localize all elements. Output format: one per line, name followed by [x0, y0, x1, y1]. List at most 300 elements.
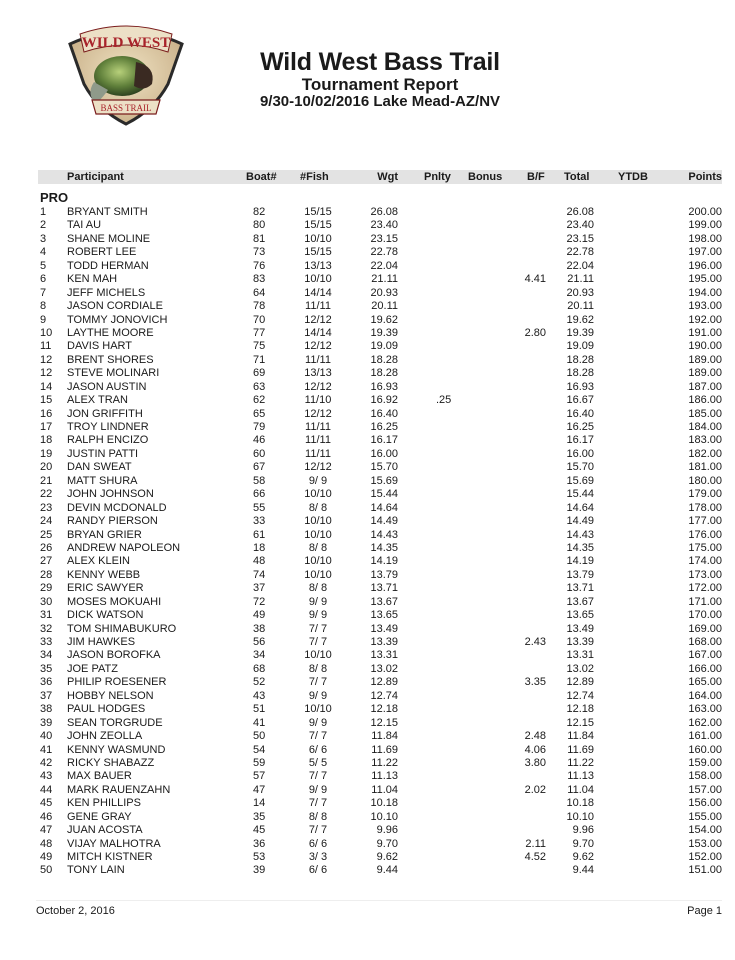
cell-participant-name: DAN SWEAT — [67, 461, 132, 474]
table-row — [38, 421, 722, 434]
cell-big-fish: 4.52 — [524, 851, 546, 863]
footer-date: October 2, 2016 — [36, 905, 115, 917]
table-row — [38, 273, 722, 286]
cell-total-weight: 15.69 — [566, 474, 594, 487]
cell-total-weight: 9.70 — [572, 837, 594, 850]
cell-participant-name: PHILIP ROESENER — [67, 676, 167, 689]
cell-boat-number: 45 — [253, 824, 266, 837]
cell-participant-name: KEN PHILLIPS — [67, 797, 141, 810]
cell-participant-name: ANDREW NAPOLEON — [67, 541, 181, 554]
table-row — [38, 408, 722, 421]
cell-weight: 13.49 — [370, 622, 398, 635]
cell-points: 198.00 — [688, 232, 722, 245]
cell-participant-name: ERIC SAWYER — [67, 582, 144, 595]
cell-total-weight: 12.18 — [566, 703, 594, 716]
cell-boat-number: 79 — [253, 421, 266, 433]
cell-points: 153.00 — [688, 837, 722, 850]
cell-boat-number: 63 — [253, 380, 266, 393]
cell-fish-count: 11/11 — [305, 434, 331, 447]
cell-boat-number: 35 — [253, 810, 266, 823]
cell-rank: 15 — [40, 394, 53, 407]
section-label: PRO — [40, 190, 69, 205]
cell-participant-name: ALEX TRAN — [67, 394, 128, 407]
cell-rank: 4 — [40, 246, 47, 259]
cell-rank: 23 — [40, 501, 53, 514]
cell-fish-count: 10/10 — [304, 273, 332, 286]
cell-boat-number: 50 — [253, 730, 266, 743]
cell-rank: 2 — [40, 219, 47, 232]
cell-fish-count: 12/12 — [304, 340, 332, 353]
cell-weight: 19.62 — [370, 313, 398, 326]
cell-fish-count: 11/11 — [305, 300, 331, 313]
cell-total-weight: 12.15 — [566, 716, 594, 729]
cell-fish-count: 7/ 7 — [308, 797, 328, 810]
cell-boat-number: 74 — [253, 568, 266, 581]
cell-weight: 12.15 — [370, 716, 398, 729]
cell-boat-number: 75 — [253, 340, 266, 353]
cell-rank: 28 — [40, 568, 53, 581]
cell-total-weight: 9.62 — [572, 851, 594, 863]
cell-points: 155.00 — [688, 810, 722, 823]
cell-participant-name: JUAN ACOSTA — [67, 824, 143, 837]
cell-weight: 10.18 — [370, 797, 398, 810]
cell-points: 160.00 — [688, 743, 722, 756]
table-row — [38, 838, 722, 851]
report-subtitle: Tournament Report — [301, 75, 459, 94]
cell-weight: 9.44 — [376, 864, 398, 877]
cell-weight: 11.84 — [371, 730, 398, 743]
cell-boat-number: 54 — [253, 743, 266, 756]
cell-rank: 27 — [40, 555, 53, 568]
cell-weight: 9.96 — [376, 824, 398, 837]
cell-fish-count: 11/10 — [304, 394, 332, 407]
cell-participant-name: MAX BAUER — [67, 770, 132, 783]
cell-weight: 14.35 — [370, 541, 398, 554]
cell-points: 187.00 — [688, 380, 722, 393]
cell-points: 189.00 — [688, 353, 722, 366]
cell-boat-number: 80 — [253, 219, 266, 232]
cell-rank: 18 — [40, 434, 53, 447]
cell-boat-number: 62 — [253, 394, 266, 407]
cell-boat-number: 56 — [253, 636, 266, 648]
wild-west-bass-trail-logo — [64, 22, 188, 126]
cell-participant-name: KENNY WASMUND — [67, 743, 166, 756]
cell-weight: 16.40 — [370, 407, 398, 420]
table-row — [38, 327, 722, 340]
cell-total-weight: 11.04 — [567, 783, 594, 796]
cell-fish-count: 8/ 8 — [308, 501, 328, 514]
table-row — [38, 542, 722, 555]
cell-rank: 50 — [40, 864, 53, 877]
cell-rank: 14 — [40, 380, 53, 393]
cell-big-fish: 2.02 — [524, 783, 546, 796]
table-row — [38, 703, 722, 716]
cell-boat-number: 34 — [253, 649, 266, 662]
cell-participant-name: PAUL HODGES — [67, 703, 146, 716]
cell-fish-count: 15/15 — [304, 206, 332, 218]
cell-boat-number: 82 — [253, 206, 266, 218]
cell-points: 190.00 — [688, 340, 722, 353]
cell-rank: 43 — [40, 770, 53, 783]
cell-fish-count: 10/10 — [304, 528, 332, 541]
cell-total-weight: 12.89 — [566, 676, 594, 689]
table-row — [38, 609, 722, 622]
cell-participant-name: TONY LAIN — [67, 864, 125, 877]
cell-points: 172.00 — [688, 582, 722, 595]
cell-fish-count: 6/ 6 — [308, 864, 328, 877]
cell-rank: 37 — [40, 689, 53, 702]
cell-total-weight: 23.40 — [566, 219, 594, 232]
cell-points: 171.00 — [688, 595, 722, 608]
cell-fish-count: 3/ 3 — [308, 851, 328, 863]
cell-total-weight: 10.10 — [566, 810, 594, 823]
cell-fish-count: 8/ 8 — [308, 810, 328, 823]
cell-boat-number: 58 — [253, 474, 266, 487]
cell-participant-name: DICK WATSON — [67, 609, 144, 622]
cell-total-weight: 13.65 — [566, 609, 594, 622]
cell-rank: 31 — [40, 609, 53, 622]
cell-boat-number: 57 — [253, 770, 266, 783]
cell-weight: 10.10 — [370, 810, 398, 823]
cell-participant-name: HOBBY NELSON — [67, 689, 154, 702]
cell-rank: 44 — [40, 783, 53, 796]
cell-fish-count: 10/10 — [304, 555, 332, 568]
cell-rank: 49 — [40, 851, 53, 863]
cell-total-weight: 11.69 — [567, 743, 594, 756]
cell-rank: 45 — [40, 797, 53, 810]
cell-total-weight: 10.18 — [566, 797, 594, 810]
table-row — [38, 381, 722, 394]
cell-points: 195.00 — [688, 273, 722, 286]
cell-fish-count: 7/ 7 — [308, 622, 328, 635]
cell-total-weight: 22.04 — [566, 259, 594, 272]
cell-boat-number: 59 — [253, 756, 266, 769]
cell-points: 167.00 — [688, 649, 722, 662]
cell-total-weight: 26.08 — [566, 206, 594, 218]
cell-fish-count: 10/10 — [304, 232, 332, 245]
cell-rank: 26 — [40, 541, 53, 554]
cell-weight: 14.49 — [370, 515, 398, 528]
cell-big-fish: 4.06 — [524, 743, 546, 756]
cell-fish-count: 9/ 9 — [308, 609, 328, 622]
tournament-dates-location: 9/30-10/02/2016 Lake Mead-AZ/NV — [259, 93, 501, 110]
cell-fish-count: 15/15 — [304, 246, 332, 259]
table-row — [38, 676, 722, 689]
table-row — [38, 287, 722, 300]
cell-boat-number: 64 — [253, 286, 266, 299]
cell-rank: 33 — [40, 636, 53, 648]
table-row — [38, 717, 722, 730]
cell-boat-number: 76 — [253, 259, 266, 272]
cell-fish-count: 10/10 — [304, 649, 332, 662]
cell-total-weight: 13.71 — [566, 582, 594, 595]
cell-weight: 11.13 — [371, 770, 398, 783]
cell-fish-count: 12/12 — [304, 407, 332, 420]
table-row — [38, 784, 722, 797]
cell-participant-name: JOHN JOHNSON — [67, 488, 154, 501]
cell-total-weight: 13.49 — [566, 622, 594, 635]
cell-weight: 13.02 — [370, 662, 398, 675]
cell-rank: 32 — [40, 622, 53, 635]
cell-weight: 14.64 — [370, 501, 398, 514]
cell-total-weight: 23.15 — [566, 232, 594, 245]
cell-participant-name: JUSTIN PATTI — [67, 447, 139, 460]
cell-fish-count: 7/ 7 — [308, 824, 328, 837]
cell-points: 163.00 — [688, 703, 722, 716]
cell-rank: 16 — [40, 407, 53, 420]
cell-total-weight: 22.78 — [566, 246, 594, 259]
cell-total-weight: 15.70 — [566, 461, 594, 474]
table-row — [38, 434, 722, 447]
cell-rank: 9 — [40, 313, 47, 326]
cell-participant-name: TROY LINDNER — [67, 421, 149, 433]
cell-points: 184.00 — [688, 421, 722, 433]
cell-total-weight: 14.64 — [566, 501, 594, 514]
cell-weight: 13.39 — [370, 636, 398, 648]
cell-weight: 11.22 — [371, 756, 398, 769]
cell-rank: 35 — [40, 662, 53, 675]
cell-total-weight: 14.43 — [566, 528, 594, 541]
cell-weight: 21.11 — [371, 273, 398, 286]
cell-participant-name: SEAN TORGRUDE — [67, 716, 163, 729]
cell-weight: 13.65 — [370, 609, 398, 622]
cell-participant-name: KENNY WEBB — [67, 568, 141, 581]
cell-rank: 30 — [40, 595, 53, 608]
cell-rank: 7 — [40, 286, 47, 299]
cell-participant-name: JEFF MICHELS — [67, 286, 146, 299]
table-row — [38, 367, 722, 380]
cell-points: 178.00 — [688, 501, 722, 514]
cell-fish-count: 12/12 — [304, 380, 332, 393]
cell-rank: 17 — [40, 421, 53, 433]
cell-weight: 9.70 — [376, 837, 398, 850]
cell-total-weight: 14.35 — [566, 541, 594, 554]
cell-boat-number: 46 — [253, 434, 266, 447]
cell-points: 158.00 — [688, 770, 722, 783]
table-row — [38, 797, 722, 810]
cell-boat-number: 73 — [253, 246, 266, 259]
cell-weight: 23.40 — [370, 219, 398, 232]
cell-fish-count: 6/ 6 — [308, 743, 328, 756]
cell-fish-count: 8/ 8 — [308, 662, 328, 675]
table-row — [38, 448, 722, 461]
cell-rank: 38 — [40, 703, 53, 716]
cell-rank: 12 — [40, 353, 53, 366]
cell-fish-count: 7/ 7 — [308, 730, 328, 743]
cell-total-weight: 20.93 — [566, 286, 594, 299]
cell-points: 166.00 — [688, 662, 722, 675]
cell-fish-count: 9/ 9 — [308, 716, 328, 729]
cell-participant-name: RICKY SHABAZZ — [67, 756, 155, 769]
table-row — [38, 515, 722, 528]
column-header-pnlty: Pnlty — [424, 171, 451, 183]
cell-participant-name: TOM SHIMABUKURO — [67, 622, 177, 635]
cell-boat-number: 72 — [253, 595, 266, 608]
column-header-bonus: Bonus — [468, 171, 503, 183]
logo-text-wild-west: WILD WEST — [81, 35, 171, 51]
cell-fish-count: 11/11 — [305, 421, 331, 433]
cell-participant-name: JASON CORDIALE — [67, 300, 163, 313]
table-row — [38, 636, 722, 649]
table-row — [38, 488, 722, 501]
column-header-ytdb: YTDB — [618, 171, 648, 183]
cell-total-weight: 19.09 — [566, 340, 594, 353]
cell-points: 161.00 — [688, 730, 722, 743]
cell-points: 182.00 — [688, 447, 722, 460]
cell-weight: 16.00 — [370, 447, 398, 460]
cell-boat-number: 53 — [253, 851, 266, 863]
table-row — [38, 233, 722, 246]
cell-points: 169.00 — [688, 622, 722, 635]
table-row — [38, 219, 722, 232]
cell-total-weight: 13.02 — [566, 662, 594, 675]
cell-participant-name: JIM HAWKES — [67, 636, 136, 648]
cell-boat-number: 65 — [253, 407, 266, 420]
table-row — [38, 757, 722, 770]
cell-weight: 26.08 — [370, 206, 398, 218]
cell-fish-count: 14/14 — [304, 326, 332, 339]
cell-weight: 15.70 — [370, 461, 398, 474]
cell-rank: 39 — [40, 716, 53, 729]
cell-rank: 11 — [40, 340, 52, 353]
table-row — [38, 461, 722, 474]
cell-participant-name: JOE PATZ — [67, 662, 118, 675]
table-row — [38, 582, 722, 595]
cell-weight: 12.74 — [370, 689, 398, 702]
cell-rank: 48 — [40, 837, 53, 850]
cell-total-weight: 19.62 — [566, 313, 594, 326]
cell-rank: 3 — [40, 232, 47, 245]
cell-boat-number: 70 — [253, 313, 266, 326]
cell-weight: 13.71 — [370, 582, 398, 595]
cell-boat-number: 38 — [253, 622, 266, 635]
cell-boat-number: 49 — [253, 609, 266, 622]
cell-weight: 13.31 — [370, 649, 398, 662]
table-row — [38, 206, 722, 219]
cell-participant-name: BRYANT SMITH — [67, 206, 148, 218]
cell-points: 185.00 — [688, 407, 722, 420]
cell-rank: 10 — [40, 326, 53, 339]
cell-points: 181.00 — [688, 461, 722, 474]
table-row — [38, 260, 722, 273]
cell-rank: 29 — [40, 582, 53, 595]
cell-participant-name: GENE GRAY — [67, 810, 132, 823]
cell-participant-name: ROBERT LEE — [67, 246, 137, 259]
cell-participant-name: TOMMY JONOVICH — [67, 313, 168, 326]
cell-total-weight: 16.67 — [566, 394, 594, 407]
cell-points: 191.00 — [688, 326, 722, 339]
cell-weight: 16.25 — [370, 421, 398, 433]
cell-participant-name: JON GRIFFITH — [67, 407, 143, 420]
cell-points: 179.00 — [688, 488, 722, 501]
cell-boat-number: 18 — [253, 541, 266, 554]
cell-weight: 16.93 — [370, 380, 398, 393]
table-row — [38, 663, 722, 676]
cell-fish-count: 11/11 — [305, 447, 331, 460]
cell-boat-number: 47 — [253, 783, 266, 796]
cell-fish-count: 10/10 — [304, 568, 332, 581]
cell-total-weight: 11.13 — [567, 770, 594, 783]
cell-weight: 19.09 — [370, 340, 398, 353]
cell-points: 196.00 — [688, 259, 722, 272]
cell-rank: 24 — [40, 515, 53, 528]
column-header-boat: Boat# — [246, 171, 277, 183]
cell-fish-count: 10/10 — [304, 703, 332, 716]
cell-participant-name: MATT SHURA — [67, 474, 138, 487]
cell-points: 162.00 — [688, 716, 722, 729]
cell-points: 154.00 — [688, 824, 722, 837]
cell-fish-count: 10/10 — [304, 488, 332, 501]
table-header — [38, 170, 722, 184]
table-row — [38, 502, 722, 515]
cell-points: 173.00 — [688, 568, 722, 581]
cell-boat-number: 66 — [253, 488, 266, 501]
table-row — [38, 569, 722, 582]
table-row — [38, 623, 722, 636]
cell-boat-number: 83 — [253, 273, 266, 286]
cell-weight: 16.17 — [370, 434, 398, 447]
cell-total-weight: 13.79 — [566, 568, 594, 581]
cell-participant-name: RANDY PIERSON — [67, 515, 158, 528]
cell-rank: 36 — [40, 676, 53, 689]
cell-points: 176.00 — [688, 528, 722, 541]
cell-boat-number: 71 — [253, 353, 266, 366]
cell-boat-number: 68 — [253, 662, 266, 675]
cell-total-weight: 16.00 — [566, 447, 594, 460]
table-row — [38, 730, 722, 743]
table-row — [38, 394, 722, 407]
cell-total-weight: 14.49 — [566, 515, 594, 528]
cell-points: 165.00 — [688, 676, 722, 689]
cell-participant-name: STEVE MOLINARI — [67, 367, 160, 380]
report-title: Wild West Bass Trail — [260, 48, 500, 76]
table-row — [38, 596, 722, 609]
cell-points: 200.00 — [688, 206, 722, 218]
cell-weight: 16.92 — [370, 394, 398, 407]
cell-points: 174.00 — [688, 555, 722, 568]
cell-rank: 25 — [40, 528, 53, 541]
cell-points: 199.00 — [688, 219, 722, 232]
cell-points: 157.00 — [688, 783, 722, 796]
cell-fish-count: 12/12 — [304, 313, 332, 326]
cell-rank: 46 — [40, 810, 53, 823]
cell-fish-count: 13/13 — [304, 367, 332, 380]
cell-total-weight: 13.31 — [566, 649, 594, 662]
cell-points: 186.00 — [688, 394, 722, 407]
cell-boat-number: 33 — [253, 515, 266, 528]
cell-weight: 11.69 — [371, 743, 398, 756]
cell-points: 175.00 — [688, 541, 722, 554]
cell-rank: 8 — [40, 300, 47, 313]
cell-total-weight: 21.11 — [567, 273, 594, 286]
table-row — [38, 770, 722, 783]
cell-participant-name: MARK RAUENZAHN — [67, 783, 171, 796]
cell-boat-number: 77 — [253, 326, 266, 339]
cell-weight: 19.39 — [370, 326, 398, 339]
cell-fish-count: 8/ 8 — [308, 541, 328, 554]
table-row — [38, 354, 722, 367]
cell-total-weight: 16.17 — [566, 434, 594, 447]
cell-total-weight: 12.74 — [566, 689, 594, 702]
cell-fish-count: 5/ 5 — [308, 756, 328, 769]
cell-participant-name: VIJAY MALHOTRA — [67, 837, 161, 850]
table-row — [38, 811, 722, 824]
cell-fish-count: 11/11 — [305, 353, 331, 366]
cell-total-weight: 18.28 — [566, 367, 594, 380]
column-header-wgt: Wgt — [377, 171, 398, 183]
cell-participant-name: JOHN ZEOLLA — [67, 730, 143, 743]
cell-weight: 12.18 — [370, 703, 398, 716]
